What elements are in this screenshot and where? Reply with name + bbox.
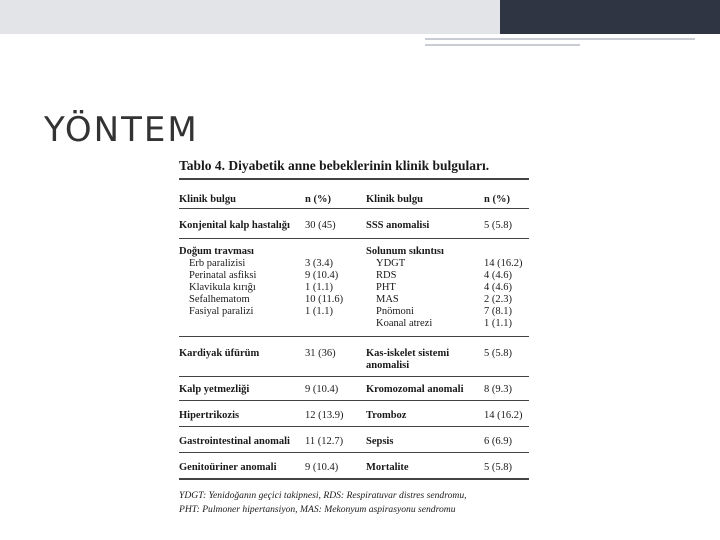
table-cell-value: 11 (12.7) <box>305 436 344 447</box>
table-rule <box>179 238 529 239</box>
table-cell-value: 1 (1.1) <box>305 306 333 317</box>
table-cell-finding: Tromboz <box>366 410 407 421</box>
table-cell-finding: Doğum travması <box>179 246 254 257</box>
header-decor-line-short <box>425 44 580 46</box>
table-cell-value: 12 (13.9) <box>305 410 344 421</box>
table-cell-finding: Kas-iskelet sistemi <box>366 348 450 359</box>
table-rule <box>179 452 529 453</box>
table-cell-finding: SSS anomalisi <box>366 220 430 231</box>
table-rule <box>179 178 529 180</box>
table-cell-finding: Solunum sıkıntısı <box>366 246 444 257</box>
table-cell-finding: Koanal atrezi <box>376 318 433 329</box>
table-cell-finding: Kromozomal anomali <box>366 384 464 395</box>
table-cell-value: 5 (5.8) <box>484 220 512 231</box>
table-cell-value: 5 (5.8) <box>484 348 512 359</box>
table-cell-finding: Perinatal asfiksi <box>189 270 257 281</box>
table-cell-value: 30 (45) <box>305 220 336 231</box>
table-cell-value: 4 (4.6) <box>484 282 512 293</box>
table-cell-finding: RDS <box>376 270 397 281</box>
table-cell-value: 14 (16.2) <box>484 258 523 269</box>
table-cell-finding: Pnömoni <box>376 306 414 317</box>
table-cell-value: 9 (10.4) <box>305 384 339 395</box>
table-caption: Tablo 4. Diyabetik anne bebeklerinin klinik bulguları. <box>179 158 490 173</box>
table-cell-finding: Kardiyak üfürüm <box>179 348 260 359</box>
column-header: Klinik bulgu <box>366 194 423 205</box>
table-cell-finding: Klavikula kırığı <box>189 282 256 293</box>
table-footnote: YDGT: Yenidoğanın geçici takipnesi, RDS: Respiratuvar distres sendromu, <box>179 490 467 501</box>
clinical-findings-table <box>172 156 532 528</box>
table-cell-value: 6 (6.9) <box>484 436 512 447</box>
table-cell-finding: Genitoüriner anomali <box>179 462 277 473</box>
table-rule <box>179 426 529 427</box>
table-rule <box>179 478 529 480</box>
table-cell-finding: Kalp yetmezliği <box>179 384 250 395</box>
table-cell-value: 9 (10.4) <box>305 462 339 473</box>
table-cell-finding: Sepsis <box>366 436 394 447</box>
table-rule <box>179 376 529 377</box>
table-cell-value: 8 (9.3) <box>484 384 512 395</box>
table-cell-finding: MAS <box>376 294 399 305</box>
table-rule <box>179 400 529 401</box>
table-rule <box>179 336 529 337</box>
slide-title: YÖNTEM <box>44 110 199 150</box>
table-cell-finding: Hipertrikozis <box>179 410 240 421</box>
table-cell-value: 31 (36) <box>305 348 336 359</box>
table-cell-finding: Mortalite <box>366 462 409 473</box>
table-cell-finding: PHT <box>376 282 396 293</box>
table-footnote: PHT: Pulmoner hipertansiyon, MAS: Mekonyum aspirasyonu sendromu <box>179 504 456 515</box>
column-header: Klinik bulgu <box>179 194 236 205</box>
table-cell-value: 7 (8.1) <box>484 306 512 317</box>
table-cell-finding: anomalisi <box>366 360 410 371</box>
table-cell-value: 9 (10.4) <box>305 270 339 281</box>
column-header: n (%) <box>305 194 331 205</box>
table-cell-value: 4 (4.6) <box>484 270 512 281</box>
table-cell-value: 2 (2.3) <box>484 294 512 305</box>
table-cell-value: 14 (16.2) <box>484 410 523 421</box>
table-cell-value: 1 (1.1) <box>305 282 333 293</box>
column-header: n (%) <box>484 194 510 205</box>
table-rule <box>179 208 529 209</box>
table-cell-value: 1 (1.1) <box>484 318 512 329</box>
header-decor-dark-bar <box>500 0 720 34</box>
table-cell-finding: Gastrointestinal anomali <box>179 436 290 447</box>
table-cell-finding: Fasiyal paralizi <box>189 306 254 317</box>
table-cell-finding: Erb paralizisi <box>189 258 246 269</box>
header-decor-line <box>425 38 695 40</box>
table-cell-finding: Sefalhematom <box>189 294 250 305</box>
table-cell-value: 10 (11.6) <box>305 294 344 305</box>
header-decor-light-bar <box>0 0 500 34</box>
table-cell-finding: YDGT <box>376 258 406 269</box>
table-cell-finding: Konjenital kalp hastalığı <box>179 220 290 231</box>
table-cell-value: 5 (5.8) <box>484 462 512 473</box>
table-cell-value: 3 (3.4) <box>305 258 333 269</box>
